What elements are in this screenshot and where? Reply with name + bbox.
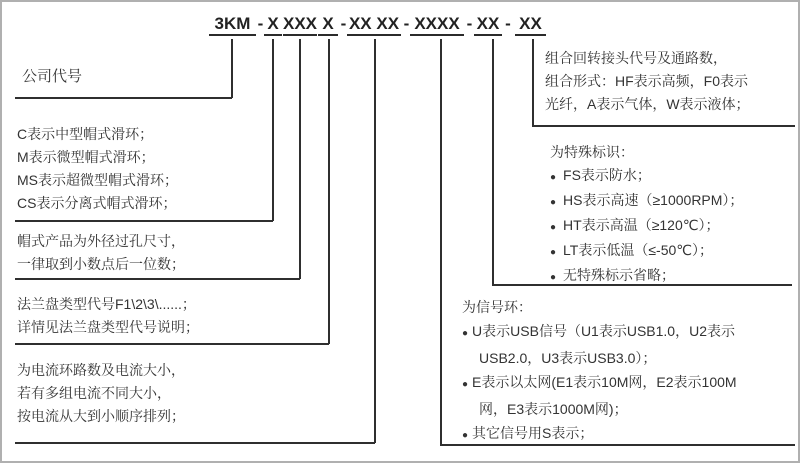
connector-hline-rotary-joint <box>532 125 795 127</box>
code-separator: - <box>403 14 410 33</box>
connector-hline-company <box>15 97 232 99</box>
signal-ring-heading: 为信号环： <box>462 299 532 315</box>
company-code-label: 公司代号 <box>22 68 83 85</box>
code-segment-company: 3KM <box>209 13 256 36</box>
code-separator: - <box>505 14 511 33</box>
cap-type-line: CS表示分离式帽式滑环； <box>17 195 177 211</box>
signal-ring-item-wrap: 网，E3表示1000M网)； <box>479 401 628 417</box>
rotary-joint-line: 光纤，A表示气体，W表示液体； <box>545 96 750 112</box>
bullet-icon: ● <box>550 197 557 208</box>
rotary-joint-line: 组合形式：HF表示高频，F0表示 <box>545 73 748 89</box>
block-hole-size <box>17 230 185 276</box>
bullet-icon: ● <box>462 379 469 390</box>
code-separator: - <box>340 14 347 33</box>
cap-type-line: C表示中型帽式滑环； <box>17 126 154 142</box>
code-segment-rotary-joint: XX <box>515 13 546 36</box>
connector-hline-cap-type <box>15 220 273 222</box>
block-special-mark <box>550 141 743 289</box>
special-mark-heading: 为特殊标识： <box>550 144 634 160</box>
bullet-icon: ● <box>462 430 469 441</box>
special-mark-text: LT表示低温（≤-50℃）； <box>563 242 713 258</box>
special-mark-item <box>550 189 743 214</box>
block-rotary-joint <box>545 47 750 116</box>
code-segment-flange: X <box>318 13 338 36</box>
connector-vline-signal-ring <box>440 39 442 445</box>
connector-vline-rotary-joint <box>532 39 534 126</box>
bullet-icon: ● <box>550 222 557 233</box>
bullet-icon: ● <box>550 172 557 183</box>
code-segment-current: XX XX <box>347 13 401 36</box>
block-signal-ring <box>462 295 737 448</box>
current-line: 按电流从大到小顺序排列； <box>17 408 185 424</box>
special-mark-item <box>550 264 743 289</box>
hole-size-line: 一律取到小数点后一位数； <box>17 256 185 272</box>
special-mark-item <box>550 239 743 264</box>
block-company-code <box>22 65 82 88</box>
connector-hline-current <box>15 442 375 444</box>
special-mark-text: HT表示高温（≥120℃）； <box>563 217 720 233</box>
special-mark-text: HS表示高速（≥1000RPM）； <box>563 192 744 208</box>
connector-vline-cap-type <box>272 39 274 221</box>
rotary-joint-line: 组合回转接头代号及通路数， <box>545 50 727 66</box>
signal-ring-text: U表示USB信号（U1表示USB1.0，U2表示 <box>472 323 735 339</box>
block-flange <box>17 293 199 339</box>
cap-type-line: MS表示超微型帽式滑环； <box>17 172 178 188</box>
code-segment-special: XX <box>474 13 502 36</box>
special-mark-item <box>550 164 743 189</box>
flange-line: 详情见法兰盘类型代号说明； <box>17 319 199 335</box>
bullet-icon: ● <box>550 247 557 258</box>
code-separator: - <box>466 14 473 33</box>
connector-vline-flange <box>328 39 330 344</box>
signal-ring-item <box>462 319 737 346</box>
bullet-icon: ● <box>462 328 469 339</box>
special-mark-text: FS表示防水； <box>563 167 651 183</box>
connector-hline-hole-size <box>15 278 300 280</box>
signal-ring-item <box>462 421 737 448</box>
code-segment-type: X <box>264 13 282 36</box>
code-segment-signal: XXXX <box>410 13 464 36</box>
signal-ring-text: 其它信号用S表示； <box>472 425 594 441</box>
connector-vline-special-mark <box>492 39 494 285</box>
special-mark-item <box>550 214 743 239</box>
cap-type-line: M表示微型帽式滑环； <box>17 149 155 165</box>
flange-line: 法兰盘类型代号F1\2\3\......； <box>17 296 196 312</box>
code-separator: - <box>257 14 264 33</box>
current-line: 为电流环路数及电流大小， <box>17 362 185 378</box>
connector-vline-hole-size <box>299 39 301 279</box>
bullet-icon: ● <box>550 272 557 283</box>
block-cap-type <box>17 123 178 215</box>
signal-ring-text: E表示以太网(E1表示10M网，E2表示100M <box>472 374 737 390</box>
block-current <box>17 359 185 428</box>
connector-vline-current <box>374 39 376 443</box>
signal-ring-item <box>462 370 737 397</box>
current-line: 若有多组电流不同大小， <box>17 385 171 401</box>
signal-ring-item-wrap: USB2.0，U3表示USB3.0）； <box>479 350 657 366</box>
connector-vline-company <box>231 39 233 98</box>
special-mark-text: 无特殊标示省略； <box>563 267 676 283</box>
hole-size-line: 帽式产品为外径过孔尺寸， <box>17 233 185 249</box>
connector-hline-flange <box>15 343 329 345</box>
code-segment-size: XXX <box>283 13 317 36</box>
